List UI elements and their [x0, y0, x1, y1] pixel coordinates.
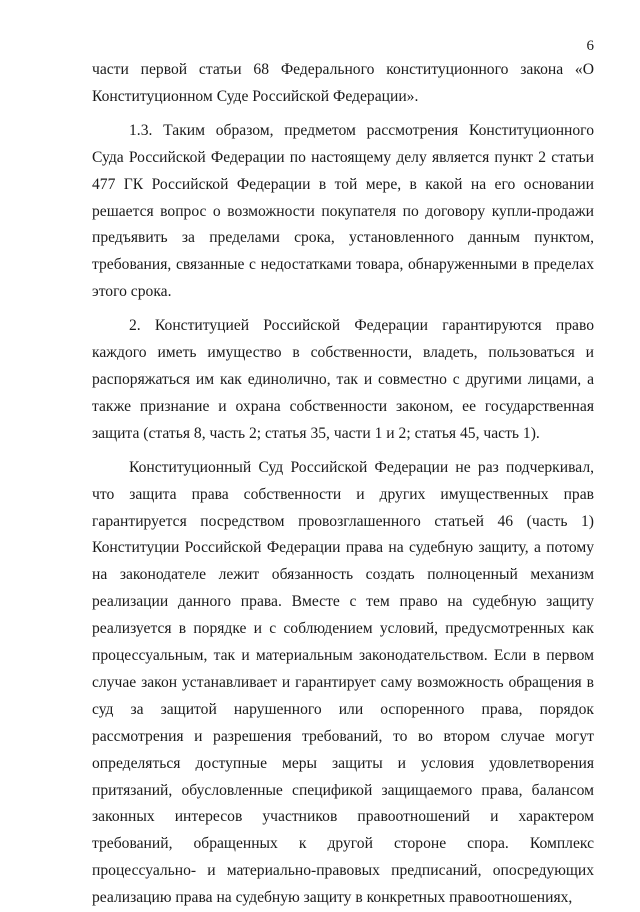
paragraph-continuation: части первой статьи 68 Федерального конституционного закона «О Конституционном Суде Российской Федерации».	[92, 61, 594, 105]
paragraph-constitutional-court: Конституционный Суд Российской Федерации не раз подчеркивал, что защита права собственности и других имущественных прав гарантируется посредством провозглашенного статьей 46 (часть 1) Конституции Российской Федерации права на судебную защиту, а потому на законодателе лежит обязанность создать полноценный механизм реализации данного права. Вместе с тем право на судебную защиту реализуется в порядке и с соблюдением условий, предусмотренных как процессуальным, так и материальным законодательством. Если в первом случае закон устанавливает и гарантирует саму возможность обращения в суд за защитой нарушенного или оспоренного права, порядок рассмотрения и разрешения требований, то во втором случае могут определяться доступные меры защиты и условия удовлетворения притязаний, обусловленные спецификой защищаемого права, балансом законных интересов участников правоотношений и характером требований, обращенных к другой стороне спора. Комплекс процессуально- и материально-правовых предписаний, опосредующих реализацию права на судебную защиту в конкретных правоотношениях,	[92, 458, 594, 907]
paragraph-2: 2. Конституцией Российской Федерации гарантируются право каждого иметь имущество в собственности, владеть, пользоваться и распоряжаться им как единолично, так и совместно с другими лицами, а также признание и охрана собственности законом, ее государственная защита (статья 8, часть 2; статья 35, части 1 и 2; статья 45, часть 1).	[92, 317, 594, 442]
paragraph-1-3: 1.3. Таким образом, предметом рассмотрения Конституционного Суда Российской Федерации по настоящему делу является пункт 2 статьи 477 ГК Российской Федерации в той мере, в какой на его основании решается вопрос о возможности покупателя по договору купли-продажи предъявить за пределами срока, установленного данным пунктом, требования, связанные с недостатками товара, обнаруженными в пределах этого срока.	[92, 121, 594, 301]
page-number: 6	[586, 38, 594, 54]
document-body	[92, 57, 594, 912]
